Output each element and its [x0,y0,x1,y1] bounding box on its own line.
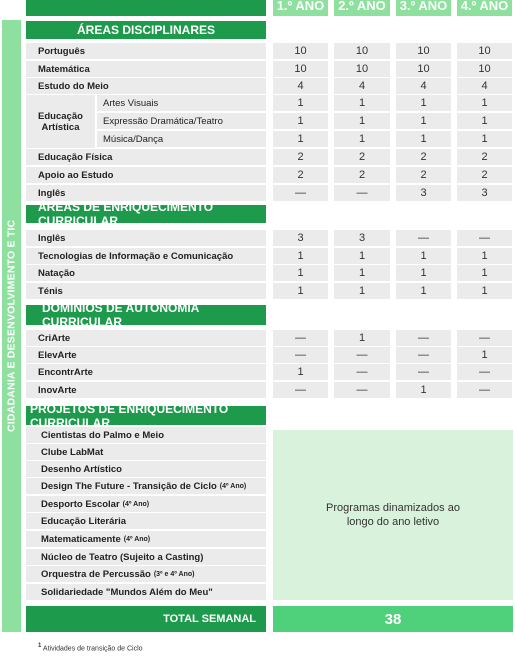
row-label: Artes Visuais [97,95,266,111]
value-cell: 1 [273,283,328,299]
row-label: Música/Dança [97,131,266,147]
value-cell: 1 [457,248,512,264]
projeto-row: Educação Literária [26,513,266,529]
value-cell: 10 [457,43,512,59]
value-cell: 10 [334,61,390,77]
value-cell: 1 [334,248,390,264]
row-label: Apoio ao Estudo [26,167,266,183]
value-cell: 1 [396,131,451,147]
row-label: CriArte [26,330,266,346]
programas-box: Programas dinamizados ao longo do ano letivo [273,430,513,600]
projeto-row: Cientistas do Palmo e Meio [26,427,266,443]
educacao-artistica-label: Educação Artística [26,95,95,148]
value-cell: 10 [273,61,328,77]
value-cell: 1 [396,382,451,398]
value-cell: 10 [273,43,328,59]
footnote-mark: 1 [38,643,42,649]
value-cell: 1 [273,364,328,380]
value-cell: 1 [273,131,328,147]
row-label: Estudo do Meio [26,78,266,94]
row-label: Ténis [26,283,266,299]
value-cell: — [457,382,512,398]
section-header-projetos: PROJETOS DE ENRIQUECIMENTO CURRICULAR [26,406,266,425]
value-cell: 1 [457,95,512,111]
value-cell: 10 [396,43,451,59]
projeto-row: Matematicamente (4º Ano) [26,531,266,547]
value-cell: 1 [457,131,512,147]
value-cell: 2 [334,167,390,183]
total-value-cell: 38 [273,606,513,632]
value-cell: 2 [273,167,328,183]
value-cell: 3 [273,230,328,246]
row-label: Inglês [26,230,266,246]
value-cell: 2 [273,149,328,165]
projeto-row: Solidariedade "Mundos Além do Meu" [26,584,266,600]
value-cell: — [273,330,328,346]
year-header-3: 3.º ANO [396,0,451,16]
value-cell: — [334,382,390,398]
value-cell: — [334,364,390,380]
footnote-text: Atividades de transição de Ciclo [42,645,143,653]
row-label: Inglês [26,185,266,201]
value-cell: — [396,230,451,246]
value-cell: — [457,364,512,380]
value-cell: 1 [334,330,390,346]
projeto-note: (3º e 4º Ano) [153,570,195,578]
value-cell: — [396,347,451,363]
projeto-row: Orquestra de Percussão (3º e 4º Ano) [26,566,266,582]
row-label: Português [26,43,266,59]
value-cell: 10 [334,43,390,59]
value-cell: — [273,185,328,201]
value-cell: 2 [457,149,512,165]
projeto-row: Desporto Escolar (4º Ano) [26,496,266,512]
value-cell: 1 [334,95,390,111]
projeto-row: Núcleo de Teatro (Sujeito a Casting) [26,549,266,565]
projeto-note: (4º Ano) [123,535,151,543]
value-cell: — [334,185,390,201]
projeto-row: Design The Future - Transição de Ciclo (4º Ano) [26,478,266,494]
section-header-autonomia: DOMÍNIOS DE AUTONOMIA CURRICULAR [26,305,266,325]
value-cell: 1 [273,265,328,281]
value-cell: 2 [457,167,512,183]
value-cell: 1 [396,265,451,281]
row-label: Matemática [26,61,266,77]
total-label-cell: TOTAL SEMANAL [26,606,266,632]
row-label: EncontrArte [26,364,266,380]
year-header-4: 4.º ANO [457,0,512,16]
value-cell: 1 [396,283,451,299]
value-cell: 2 [396,167,451,183]
value-cell: — [273,347,328,363]
year-header-2: 2.º ANO [334,0,390,16]
section-header-enriquecimento: ÁREAS DE ENRIQUECIMENTO CURRICULAR [26,205,266,223]
value-cell: 4 [334,78,390,94]
value-cell: 1 [273,248,328,264]
row-label: ElevArte [26,347,266,363]
value-cell: 4 [396,78,451,94]
value-cell: — [273,382,328,398]
value-cell: 1 [334,265,390,281]
value-cell: 1 [273,113,328,129]
value-cell: 1 [334,113,390,129]
projeto-row: Clube LabMat [26,444,266,460]
value-cell: 3 [457,185,512,201]
value-cell: 2 [334,149,390,165]
value-cell: 10 [396,61,451,77]
projeto-note: (4º Ano) [219,482,247,490]
value-cell: — [457,230,512,246]
value-cell: 1 [457,113,512,129]
section-header-areas-disciplinares: ÁREAS DISCIPLINARES [26,21,266,39]
footnote [38,643,143,652]
value-cell: — [396,364,451,380]
projeto-row: Desenho Artístico [26,461,266,477]
value-cell: 1 [457,283,512,299]
value-cell: 1 [334,283,390,299]
value-cell: 3 [396,185,451,201]
value-cell: 1 [273,95,328,111]
value-cell: — [334,347,390,363]
value-cell: 4 [273,78,328,94]
row-label: Educação Física [26,149,266,165]
value-cell: 1 [396,248,451,264]
value-cell: 10 [457,61,512,77]
top-header-bar [26,0,266,16]
value-cell: — [457,330,512,346]
side-label-cidadania: CIDADANIA E DESENVOLVIMENTO E TIC [2,20,21,632]
value-cell: 1 [396,95,451,111]
value-cell: 4 [457,78,512,94]
row-label: Tecnologias de Informação e Comunicação [26,248,266,264]
value-cell: 1 [396,113,451,129]
value-cell: 1 [457,265,512,281]
value-cell: — [396,330,451,346]
row-label: InovArte [26,382,266,398]
value-cell: 2 [396,149,451,165]
value-cell: 1 [334,131,390,147]
value-cell: 3 [334,230,390,246]
value-cell: 1 [457,347,512,363]
row-label: Expressão Dramática/Teatro [97,113,266,129]
row-label: Natação [26,265,266,281]
projeto-note: (4º Ano) [122,500,150,508]
year-header-1: 1.º ANO [273,0,328,16]
